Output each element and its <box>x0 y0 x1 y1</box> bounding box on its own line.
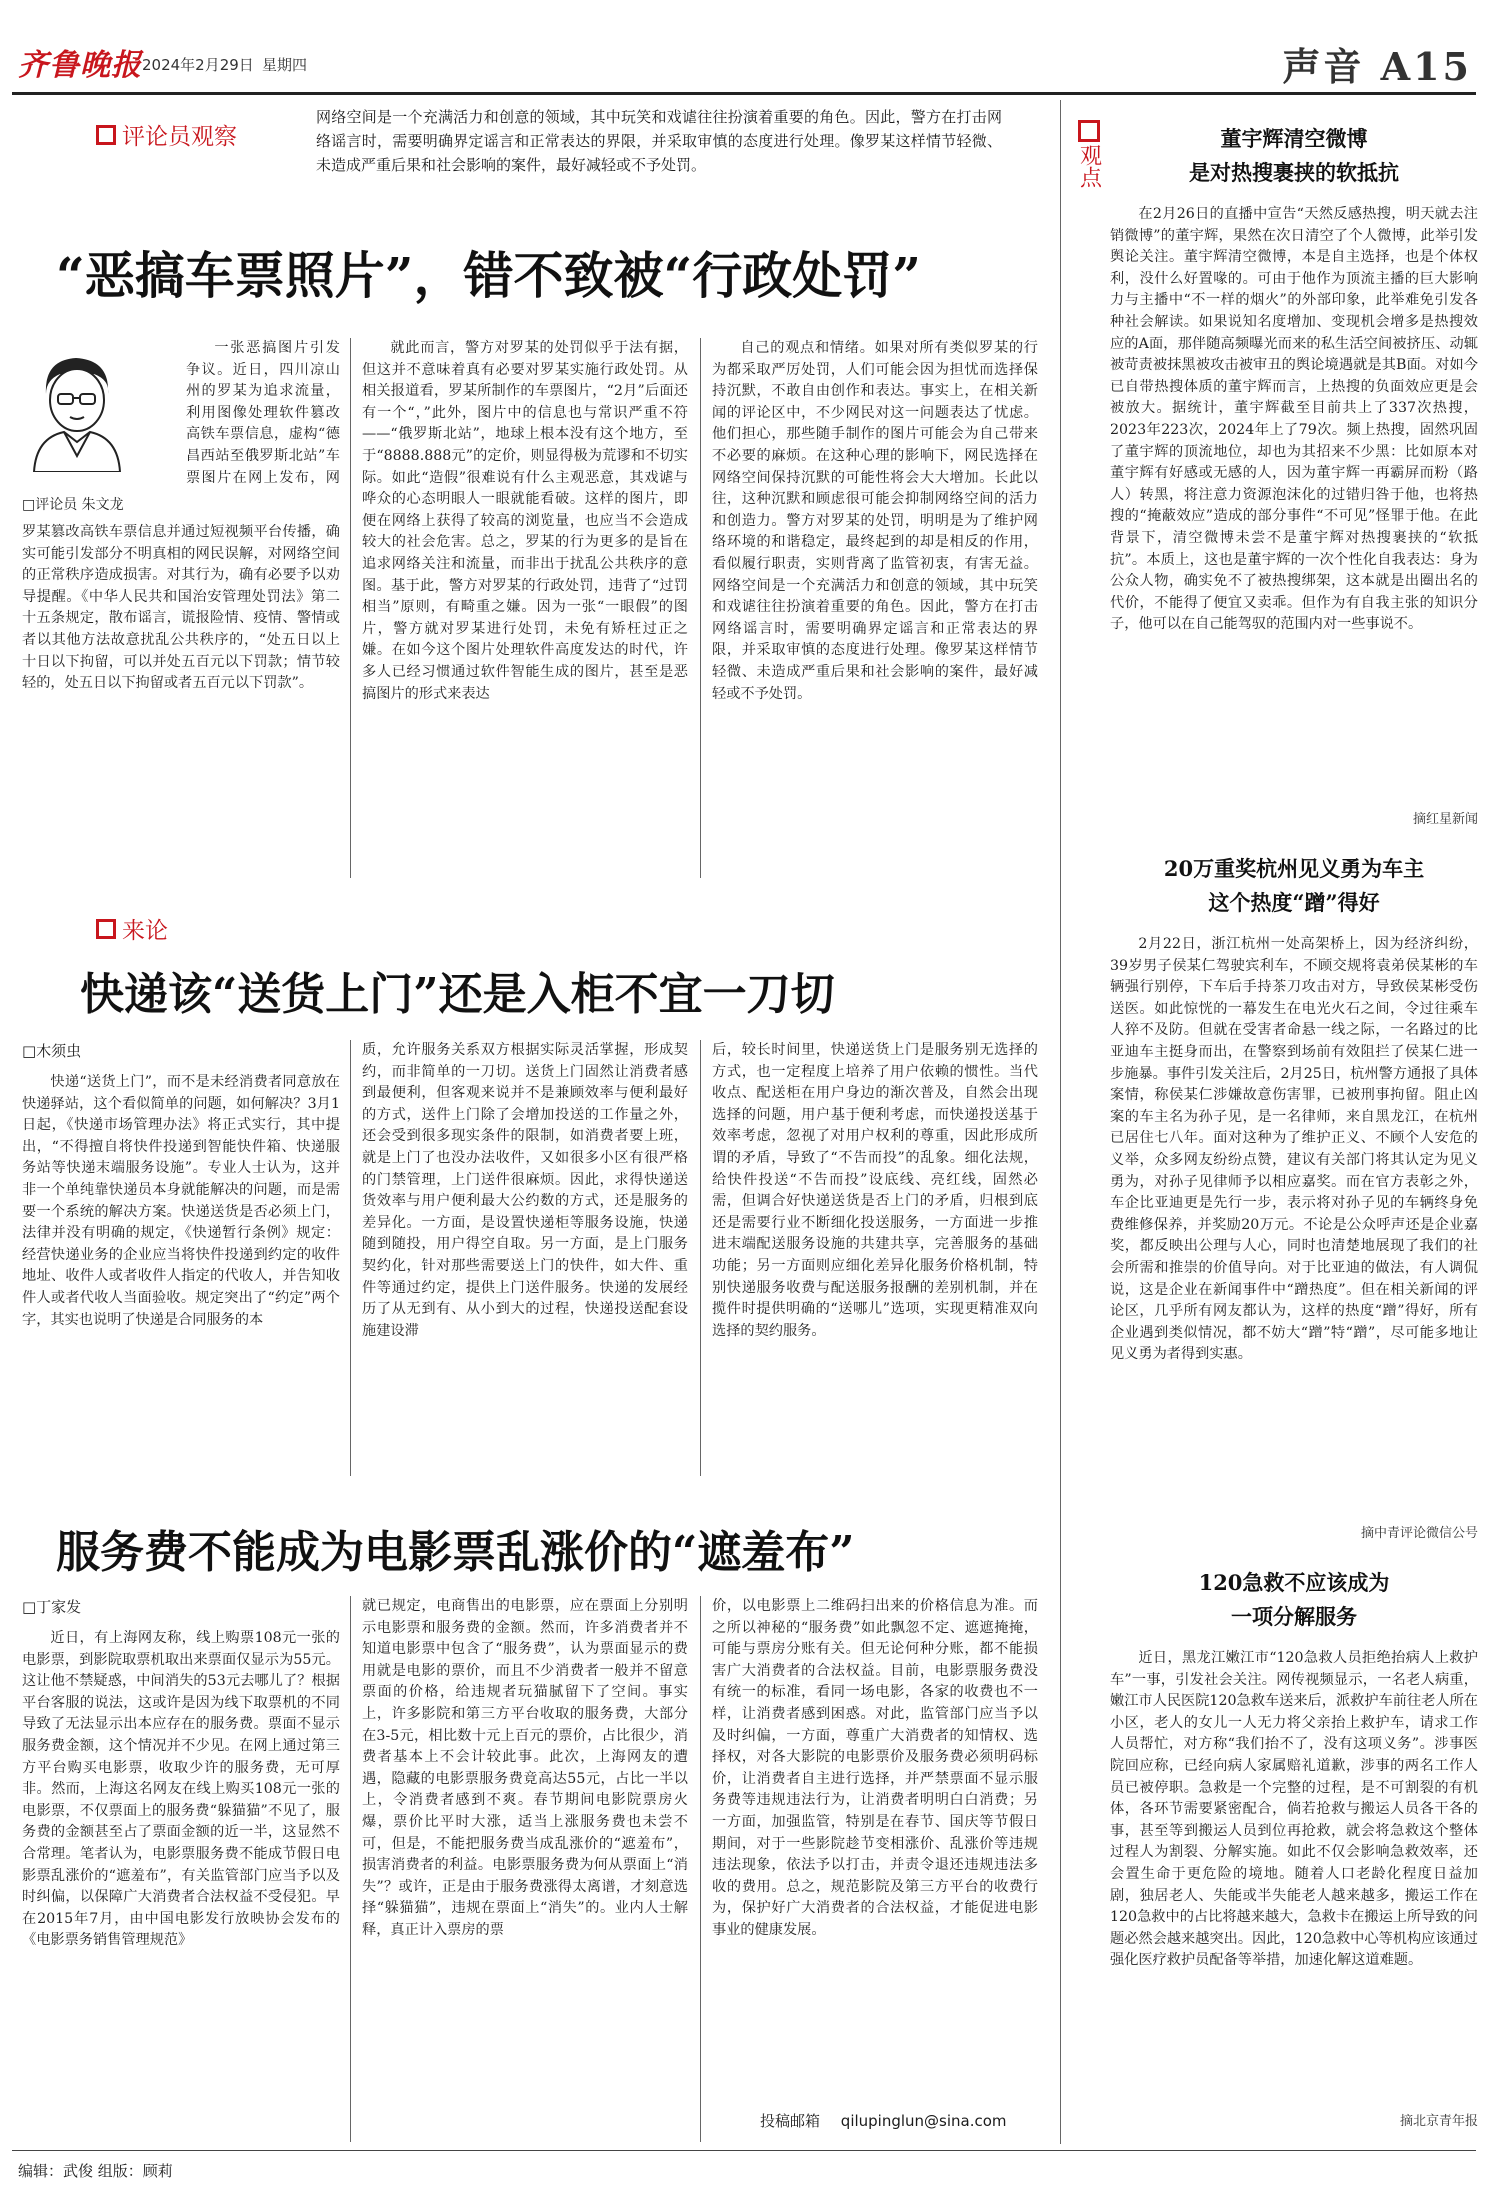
sidebar-story3-title-line2: 一项分解服务 <box>1231 1604 1357 1629</box>
article3-headline: 服务费不能成为电影票乱涨价的“遮羞布” <box>56 1527 855 1578</box>
column-divider <box>350 1596 351 2142</box>
sidebar-story3-source: 摘北京青年报 <box>1399 2114 1478 2129</box>
sidebar-story2-body: 2月22日，浙江杭州一处高架桥上，因为经济纠纷，39岁男子侯某仁驾驶宾利车，不顾交规将袁弟侯某彬的车辆强行别停，下车后手持茶刀攻击对方，导致侯某彬受伤送医。如此惊恍的一幕发生在电光火石之间，令过往乘车人猝不及防。但就在受害者命悬一线之际，一名路过的比亚迪车主挺身而出，在警察到场前有效阻拦了侯某仁进一步施暴。事件引发关注后，2月25日，杭州警方通报了具体案情，称侯某仁涉嫌故意伤害罪，已被刑事拘留。阻止凶案的车主名为孙子见，是一名律师，来自黑龙江，在杭州已居住七八年。面对这种为了维护正义、不顾个人安危的义举，众多网友纷纷点赞，建议有关部门将其认定为见义勇为，对孙子见律师予以相应嘉奖。而在官方表彰之外，车企比亚迪更是先行一步，表示将对孙子见的车辆终身免费维修保养，并奖励20万元。不论是公众呼声还是企业嘉奖，都反映出公理与人心，同时也清楚地展现了我们的社会所需和推崇的价值导向。对于比亚迪的做法，有人调侃说，这是企业在新闻事件中“蹭热度”。但在相关新闻的评论区，几乎所有网友都认为，这样的热度“蹭”得好，所有企业遇到类似情况，都不妨大“蹭”特“蹭”，尽可能多地让见义勇为者得到实惠。 <box>1110 936 1478 1363</box>
article3-byline: □丁家发 <box>22 1598 82 1616</box>
masthead-rule <box>12 92 1476 95</box>
article2-tag <box>96 912 168 945</box>
article3-col3: 价，以电影票上二维码扫出来的价格信息为准。而之所以神秘的“服务费”如此飘忽不定、遮遮掩掩，可能与票房分账有关。但无论何种分账，都不能损害广大消费者的合法权益。目前，电影票服务费没有统一的标准，看同一场电影，各家的收费也不一样，让消费者感到困惑。对此，监管部门应当予以及时纠偏，一方面，尊重广大消费者的知情权、选择权，对各大影院的电影票价及服务费必须明码标价，让消费者自主进行选择，并严禁票面不显示服务费等违规违法行为，让消费者明明白白消费；另一方面，加强监管，特别是在春节、国庆等节假日期间，对于一些影院趁节变相涨价、乱涨价等违规违法现象，依法予以打击，并责令退还违规违法多收的费用。总之，规范影院及第三方平台的收费行为，保护好广大消费者的合法权益，才能促进电影事业的健康发展。 <box>712 1598 1038 1938</box>
author-avatar-illustration <box>24 350 128 472</box>
submission-mailbox <box>760 2110 1007 2131</box>
intro-summary: 网络空间是一个充满活力和创意的领域，其中玩笑和戏谑往往扮演着重要的角色。因此，警方在打击网络谣言时，需要明确界定谣言和正常表达的界限，并采取审慎的态度进行处理。像罗某这样情节轻微、未造成严重后果和社会影响的案件，最好减轻或不予处罚。 <box>316 108 1002 174</box>
article2-byline: □木须虫 <box>22 1042 82 1060</box>
section-label: 声音 A15 <box>1282 44 1472 89</box>
footer-rule <box>12 2150 1476 2151</box>
article1-byline: □评论员 朱文龙 <box>22 497 124 513</box>
tag-box-icon <box>96 125 116 145</box>
issue-date: 2024年2月29日 <box>142 56 254 74</box>
sidebar-story1-title <box>1110 122 1478 190</box>
tag-box-icon <box>1078 120 1100 142</box>
article1-headline: “恶搞车票照片”，错不致被“行政处罚” <box>56 246 922 305</box>
sidebar-story1-body: 在2月26日的直播中宣告“天然反感热搜，明天就去注销微博”的董宇辉，果然在次日清空了个人微博，此举引发舆论关注。董宇辉清空微博，本是自主选择，也是个体权利，没什么好置喙的。可由于他作为顶流主播的巨大影响力与主播中“不一样的烟火”的外部印象，此举难免引发各种社会解读。如果说知名度增加、变现机会增多是热搜效应的A面，那伴随高频曝光而来的私生活空间被挤压、动辄被苛责被抹黑被攻击被审丑的舆论境遇就是其B面。对如今已自带热搜体质的董宇辉而言，上热搜的负面效应更是会被放大。据统计，董宇辉截至目前共上了337次热搜，2023年223次，2024年上了79次。频上热搜，固然巩固了董宇辉的顶流地位，却也为其招来不少黑：比如原本对董宇辉有好感或无感的人，因为董宇辉一再霸屏而粉（路人）转黑，将注意力资源泡沫化的过错归咎于他，也将热搜的“掩蔽效应”造成的部分事件“不可见”怪罪于他。在此背景下，清空微博未尝不是董宇辉对热搜裹挟的“软抵抗”。本质上，这也是董宇辉的一次个性化自我表达：身为公众人物，确实免不了被热搜绑架，这本就是出圈出名的代价，不能得了便宜又卖乖。但作为有自我主张的知识分子，他可以在自己能驾驭的范围内对一些事说不。 <box>1110 206 1478 633</box>
sidebar-story1-title-line1: 董宇辉清空微博 <box>1220 126 1368 151</box>
opinion-tab <box>1072 120 1106 188</box>
article2-tag-label: 来论 <box>122 918 168 944</box>
tag-box-icon <box>96 919 116 939</box>
column-divider <box>350 338 351 878</box>
issue-weekday: 星期四 <box>262 56 308 74</box>
article3-col1: 近日，有上海网友称，线上购票108元一张的电影票，到影院取票机取出来票面仅显示为55元。这让他不禁疑惑，中间消失的53元去哪儿了？根据平台客服的说法，这或许是因为线下取票机的不同导致了无法显示出本应存在的服务费。票面不显示服务费金额，这个情况并不少见。在网上通过第三方平台购买电影票，收取少许的服务费，无可厚非。然而，上海这名网友在线上购买108元一张的电影票，不仅票面上的服务费“躲猫猫”不见了，服务费的金额甚至占了票面金额的近一半，这显然不合常理。笔者认为，电影票服务费不能成节假日电影票乱涨价的“遮羞布”，有关监管部门应当予以及时纠偏，以保障广大消费者合法权益不受侵犯。早在2015年7月，由中国电影发行放映协会发布的《电影票务销售管理规范》 <box>22 1630 340 1949</box>
article2-headline: 快递该“送货上门”还是入柜不宜一刀切 <box>80 969 835 1020</box>
editor-credits: 编辑：武俊 组版：顾莉 <box>18 2162 173 2180</box>
commentary-tag <box>96 118 237 151</box>
sidebar-story1-source: 摘红星新闻 <box>1412 812 1478 827</box>
sidebar-story1-title-line2: 是对热搜裹挟的软抵抗 <box>1189 160 1399 185</box>
article2-col1: 快递“送货上门”，而不是未经消费者同意放在快递驿站，这个看似简单的问题，如何解决？3月1日起，《快递市场管理办法》将正式实行，其中提出，“不得擅自将快件投递到智能快件箱、快递服务站等快递末端服务设施”。专业人士认为，这并非一个单纯靠快递员本身就能解决的问题，而是需要一个系统的解决方案。快递送货是否必须上门，法律并没有明确的规定，《快递暂行条例》规定：经营快递业务的企业应当将快件投递到约定的收件地址、收件人或者收件人指定的代收人，并告知收件人或者代收人当面验收。规定突出了“约定”两个字，其实也说明了快递是合同服务的本 <box>22 1074 340 1328</box>
article1-col2: 就此而言，警方对罗某的处罚似乎于法有据，但这并不意味着真有必要对罗某实施行政处罚。从相关报道看，罗某所制作的车票图片，“2月”后面还有一个“，”此外，图片中的信息也与常识严重不符——“俄罗斯北站”，地球上根本没有这个地方，至于“8888.888元”的定价，则显得极为荒谬和不切实际。如此“造假”很难说有什么主观恶意，其戏谑与哗众的心态明眼人一眼就能看破。这样的图片，即便在网络上获得了较高的浏览量，也应当不会造成较大的社会危害。总之，罗某的行为更多的是旨在追求网络关注和流量，而非出于扰乱公共秩序的意图。基于此，警方对罗某的行政处罚，违背了“过罚相当”原则，有畸重之嫌。因为一张“一眼假”的图片，警方就对罗某进行处罚，未免有矫枉过正之嫌。在如今这个图片处理软件高度发达的时代，许多人已经习惯通过软件智能生成的图片，甚至是恶搞图片的形式来表达 <box>362 340 688 702</box>
mailbox-address: qilupinglun@sina.com <box>840 2112 1007 2130</box>
column-divider <box>350 1040 351 1476</box>
column-divider <box>700 338 701 878</box>
newspaper-logo: 齐鲁晚报 <box>18 48 142 83</box>
sidebar-story3-body: 近日，黑龙江嫩江市“120急救人员拒绝抬病人上救护车”一事，引发社会关注。网传视频显示，一名老人病重，嫩江市人民医院120急救车送来后，派救护车前往老人所在小区，老人的女儿一人无力将父亲抬上救护车，请求工作人员帮忙，对方称“我们抬不了，没有这项义务”。涉事医院回应称，已经向病人家属赔礼道歉，涉事的两名工作人员已被停职。急救是一个完整的过程，是不可割裂的有机体，各环节需要紧密配合，倘若抢救与搬运人员各干各的事，甚至等到搬运人员到位再抢救，就会将急救这个整体过程人为割裂、分解实施。如此不仅会影响急救效率，还会置生命于更危险的境地。随着人口老龄化程度日益加剧，独居老人、失能或半失能老人越来越多，搬运工作在120急救中的占比将越来越大，急救卡在搬运上所导致的问题必然会越来越突出。因此，120急救中心等机构应该通过强化医疗救护员配备等举措，加速化解这道难题。 <box>1110 1650 1478 1969</box>
article1-col1-body: 罗某篡改高铁车票信息并通过短视频平台传播，确实可能引发部分不明真相的网民误解，对网络空间的正常秩序造成损害。对其行为，确有必要予以劝导提醒。《中华人民共和国治安管理处罚法》第二十五条规定，散布谣言，谎报险情、疫情、警情或者以其他方法故意扰乱公共秩序的，“处五日以上十日以下拘留，可以并处五百元以下罚款；情节较轻的，处五日以下拘留或者五百元以下罚款”。 <box>22 524 340 692</box>
article3-col2: 就已规定，电商售出的电影票，应在票面上分别明示电影票和服务费的金额。然而，许多消费者并不知道电影票中包含了“服务费”，认为票面显示的费用就是电影的票价，而且不少消费者一般并不留意票面的价格，给违规者玩猫腻留下了空间。事实上，许多影院和第三方平台收取的服务费，大部分在3-5元，相比数十元上百元的票价，占比很少，消费者基本上不会计较此事。此次，上海网友的遭遇，隐藏的电影票服务费竟高达55元，占比一半以上，令消费者感到不爽。春节期间电影院票房火爆，票价比平时大涨，适当上涨服务费也未尝不可，但是，不能把服务费当成乱涨价的“遮羞布”，损害消费者的利益。电影票服务费为何从票面上“消失”？或许，正是由于服务费涨得太离谱，才刻意选择“躲猫猫”，违规在票面上“消失”的。业内人士解释，真正计入票房的票 <box>362 1598 688 1938</box>
sidebar-story2-title <box>1110 852 1478 920</box>
sidebar-story3-title-line1: 120急救不应该成为 <box>1198 1570 1390 1595</box>
sidebar-story3-title <box>1110 1566 1478 1634</box>
article1-col1-lead: 一张恶搞图片引发争议。近日，四川凉山州的罗某为追求流量，利用图像处理软件篡改高铁车票信息，虚构“德昌西站至俄罗斯北站”车票图片在网上发布，网 <box>186 340 340 486</box>
sidebar-story2-title-line1: 20万重奖杭州见义勇为车主 <box>1163 856 1425 881</box>
column-divider <box>700 1596 701 2142</box>
article2-col3: 后，较长时间里，快递送货上门是服务别无选择的方式，也一定程度上培养了用户依赖的惯性。当代收点、配送柜在用户身边的渐次普及，自然会出现选择的问题，用户基于便利考虑，而快递投送基于效率考虑，忽视了对用户权利的尊重，因此形成所谓的矛盾，导致了“不告而投”的乱象。细化法规，给快件投送“不告而投”设底线、亮红线，固然必需，但调合好快递送货是否上门的矛盾，归根到底还是需要行业不断细化投送服务，一方面进一步推进末端配送服务设施的共建共享，完善服务的基础功能；另一方面则应细化差异化服务价格机制，特别快递服务收费与配送服务报酬的差别机制，并在揽件时提供明确的“送哪儿”选项，实现更精准双向选择的契约服务。 <box>712 1042 1038 1339</box>
column-divider <box>700 1040 701 1476</box>
sidebar-divider <box>1060 100 1061 2144</box>
opinion-tab-label: 观点 <box>1076 144 1102 188</box>
commentary-tag-label: 评论员观察 <box>122 124 237 150</box>
article1-col3: 自己的观点和情绪。如果对所有类似罗某的行为都采取严厉处罚，人们可能会因为担忧而选择保持沉默，不敢自由创作和表达。事实上，在相关新闻的评论区中，不少网民对这一问题表达了忧虑。他们担心，那些随手制作的图片可能会为自己带来不必要的麻烦。在这种心理的影响下，网民选择在网络空间保持沉默的可能性将会大大增加。长此以往，这种沉默和顾虑很可能会抑制网络空间的活力和创造力。警方对罗某的处罚，明明是为了维护网络环境的和谐稳定，最终起到的却是相反的作用，看似履行职责，实则背离了监管初衷，有害无益。网络空间是一个充满活力和创意的领域，其中玩笑和戏谑往往扮演着重要的角色。因此，警方在打击网络谣言时，需要明确界定谣言和正常表达的界限，并采取审慎的态度进行处理。像罗某这样情节轻微、未造成严重后果和社会影响的案件，最好减轻或不予处罚。 <box>712 340 1038 702</box>
sidebar-story2-source: 摘中青评论微信公号 <box>1360 1526 1478 1541</box>
sidebar-story2-title-line2: 这个热度“蹭”得好 <box>1208 890 1380 915</box>
mailbox-label: 投稿邮箱 <box>760 2112 821 2130</box>
article2-col2: 质，允许服务关系双方根据实际灵活掌握，形成契约，而非简单的一刀切。送货上门固然让消费者感到最便利，但客观来说并不是兼顾效率与便利最好的方式，送件上门除了会增加投送的工作量之外，还会受到很多现实条件的限制，如消费者要上班，就是上门了也没办法收件，又如很多小区有很严格的门禁管理，上门送件很麻烦。因此，求得快递送货效率与用户便利最大公约数的方式，还是服务的差异化。一方面，是设置快递柜等服务设施，快递随到随投，用户得空自取。另一方面，是上门服务契约化，针对那些需要送上门的快件，如大件、重件等通过约定，提供上门送件服务。快递的发展经历了从无到有、从小到大的过程，快递投送配套设施建设滞 <box>362 1042 688 1339</box>
